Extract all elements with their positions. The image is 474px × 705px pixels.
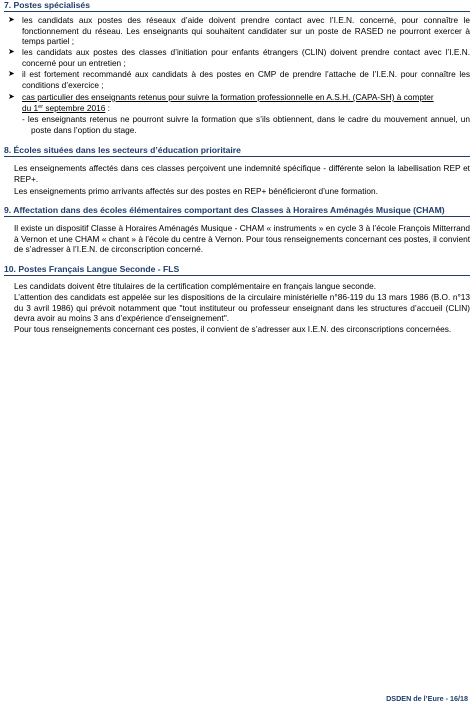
section-10-para-2: L’attention des candidats est appelée sur les dispositions de la circulaire ministérielle n°86-119 du 13 mars 1986 (B.O. n°13 du 3 avril 1986) qui prévoit notamment que "tout instituteur ou professeur enseignant dans les structures d’accueil (CLIN) devra avoir au moins 3 ans d’expérience d’enseignement". [14,292,470,323]
section-8-title: 8. Écoles situées dans les secteurs d’éducation prioritaire [4,145,470,157]
section-8-para-2: Les enseignements primo arrivants affectés sur des postes en REP+ bénéficieront d’une formation. [14,186,378,196]
section-10-para-1: Les candidats doivent être titulaires de la certification complémentaire en français langue seconde. [14,281,377,291]
section-7-bullet-3: il est fortement recommandé aux candidats à des postes en CMP de prendre l’attache de l’I.E.N. pour connaître les conditions d’exercice ; [22,69,470,90]
section-7-title: 7. Postes spécialisés [4,0,470,12]
section-7-bullet-2: les candidats aux postes des classes d’initiation pour enfants étrangers (CLIN) doivent prendre contact avec l’I.E.N. concerné pour un entretien ; [22,47,470,68]
section-7-bullet-4-line-1: cas particulier des enseignants retenus pour suivre la formation professionnelle en A.S.H. (CAPA-SH) à compter [22,92,434,102]
section-8-para-1: Les enseignements affectés dans ces classes perçoivent une indemnité spécifique - différente selon la labellisation REP et REP+. [14,163,470,184]
chevron-right-icon: ➤ [8,69,15,78]
chevron-right-icon: ➤ [8,47,15,56]
section-10-title: 10. Postes Français Langue Seconde - FLS [4,264,470,276]
section-9-title: 9. Affectation dans des écoles élémentaires comportant des Classes à Horaires Aménagés Musique (CHAM) [4,205,470,217]
section-7-bullet-1: les candidats aux postes des réseaux d’aide doivent prendre contact avec l’I.E.N. concerné, pour connaître le fonctionnement du réseau. Les enseignants qui souhaitent candidater sur un poste de RASED ne pourront exercer à temps partiel ; [22,15,470,46]
section-9-para: Il existe un dispositif Classe à Horaires Aménagés Musique - CHAM « instruments » en cycle 3 à l’école François Mitterrand à Vernon et une CHAM « chant » à l’école du centre à Vernon. Pour tous renseignements concernant ces postes, il convient de s’adresser à l’I.E.N. de circonscription concerné. [14,223,470,254]
chevron-right-icon: ➤ [8,15,15,24]
date-day: du 1 [22,102,39,113]
section-10-para-3: Pour tous renseignements concernant ces postes, il convient de s’adresser aux I.E.N. des circonscriptions concernées. [14,324,452,334]
section-7-bullet-4 [22,92,470,113]
date-superscript: er [38,103,44,110]
page-footer: DSDEN de l’Eure - 16/18 [386,694,468,703]
colon: : [105,102,110,113]
chevron-right-icon: ➤ [8,92,15,101]
section-7-bullet-4-date [22,103,105,113]
date-month-year: septembre 2016 [43,102,106,113]
section-7-dash-item: - les enseignants retenus ne pourront suivre la formation que s’ils obtiennent, dans le cadre du mouvement annuel, un poste dans l’option du stage. [22,114,470,135]
